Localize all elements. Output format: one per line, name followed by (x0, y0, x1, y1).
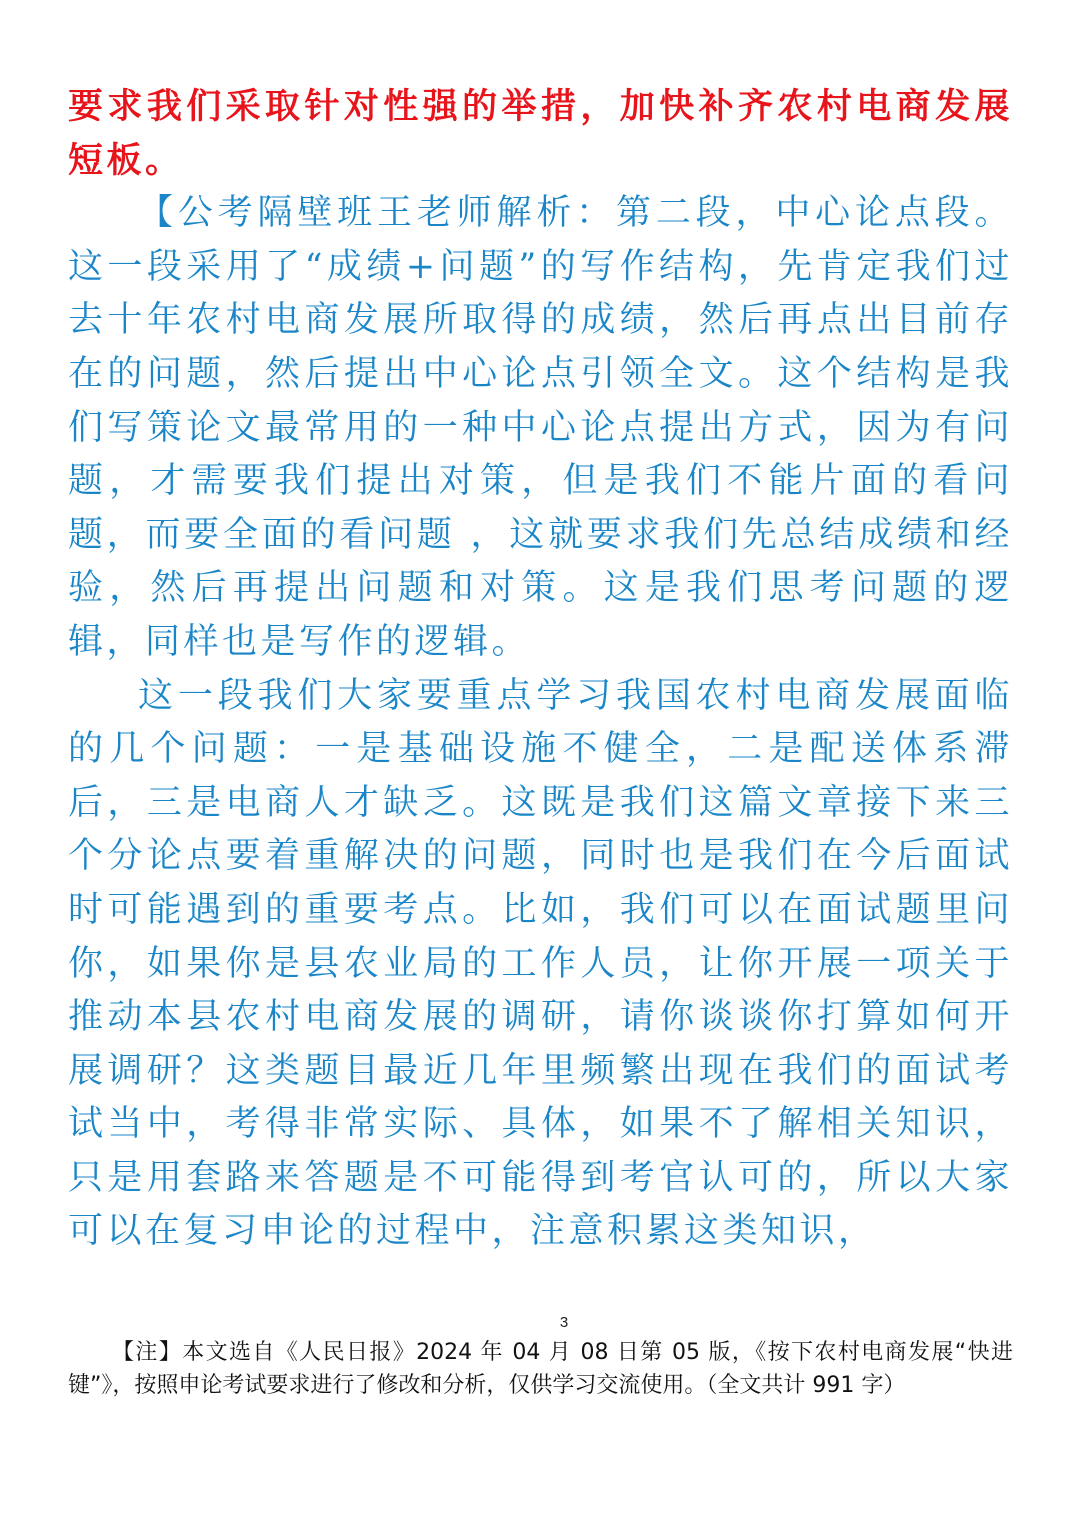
analysis-paragraph: 【公考隔壁班王老师解析：第二段，中心论点段。这一段采用了“成绩+问题”的写作结构，先肯定我们过去十年农村电商发展所取得的成绩，然后再点出目前存在的问题，然后提出中心论点引领全文。这个结构是我们写策论文最常用的一种中心论点提出方式，因为有问题，才需要我们提出对策，但是我们不能片面的看问题，而要全面的看问题 ，这就要求我们先总结成绩和经验，然后再提出问题和对策。这是我们思考问题的逻辑，同样也是写作的逻辑。 (68, 193, 1013, 662)
article-body (68, 80, 1013, 1259)
study-points-paragraph: 这一段我们大家要重点学习我国农村电商发展面临的几个问题：一是基础设施不健全，二是配送体系滞后，三是电商人才缺乏。这既是我们这篇文章接下来三个分论点要着重解决的问题，同时也是我们在今后面试时可能遇到的重要考点。比如，我们可以在面试题里问你，如果你是县农业局的工作人员，让你开展一项关于推动本县农村电商发展的调研，请你谈谈你打算如何开展调研？这类题目最近几年里频繁出现在我们的面试考试当中，考得非常实际、具体，如果不了解相关知识，只是用套路来答题是不可能得到考官认可的，所以大家可以在复习申论的过程中，注意积累这类知识， (68, 675, 1013, 1252)
page-number: 3 (559, 1314, 569, 1331)
article-continuation-text: 要求我们采取针对性强的举措，加快补齐农村电商发展短板。 (68, 86, 1013, 181)
source-footnote: 【注】本文选自《人民日报》2024 年 04 月 08 日第 05 版，《按下农村电商发展“快进键”》，按照申论考试要求进行了修改和分析，仅供学习交流使用。（全文共计 991 字） (68, 1340, 1013, 1398)
